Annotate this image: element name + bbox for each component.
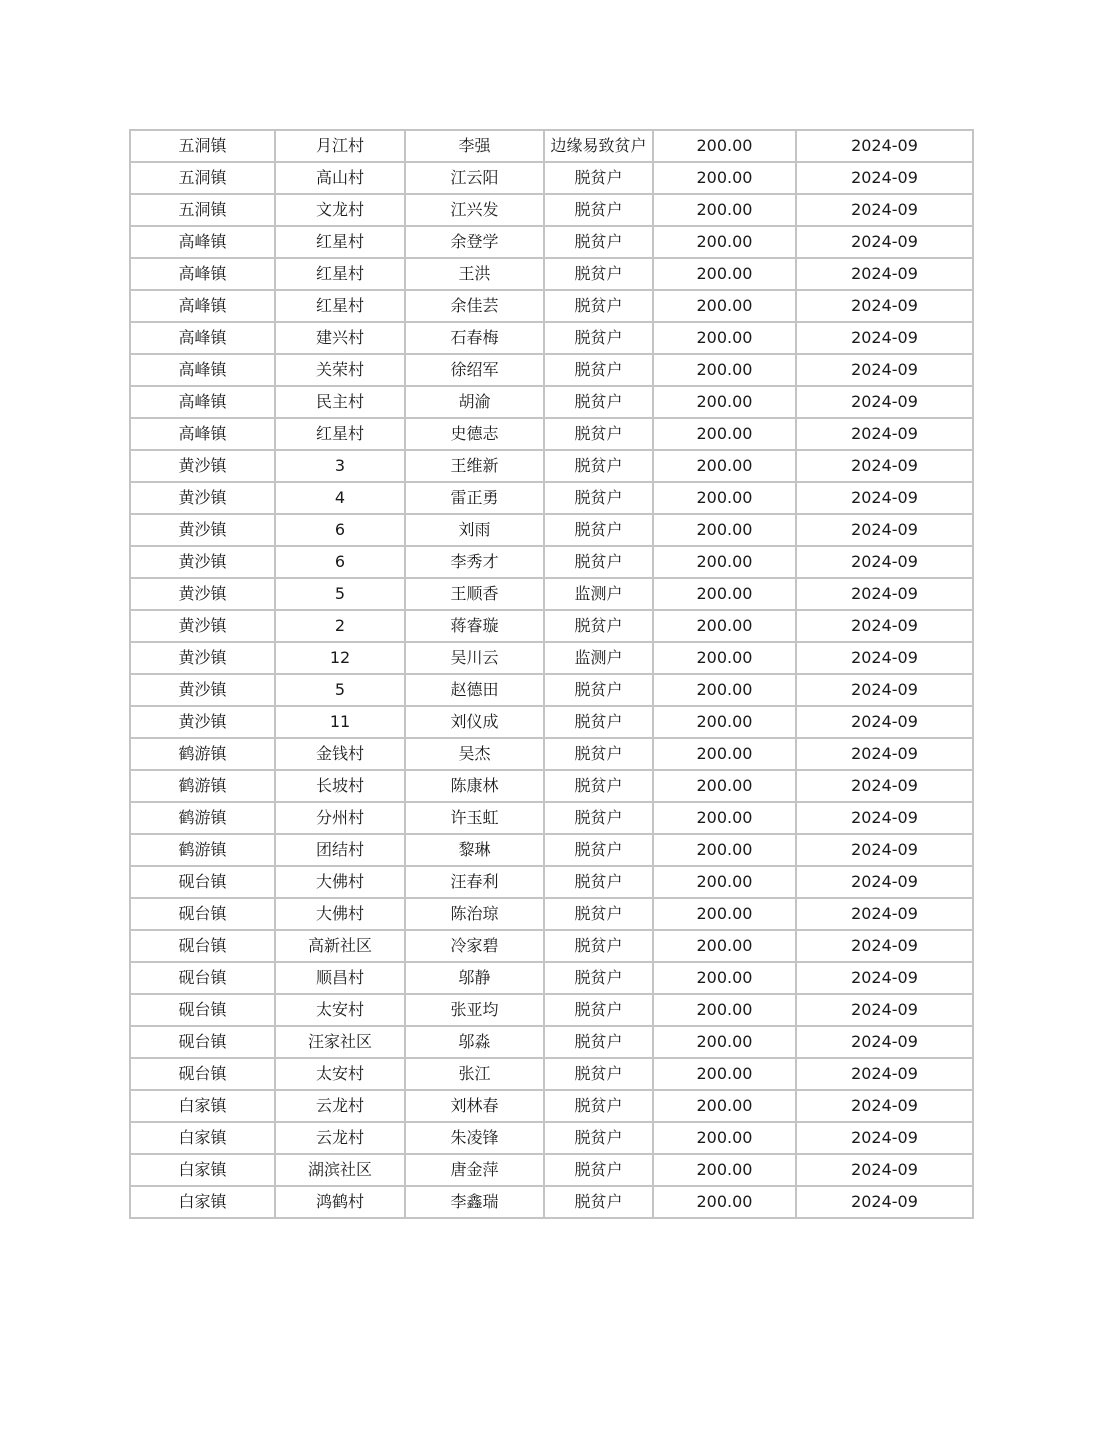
village-cell: 云龙村 — [275, 1090, 405, 1122]
table-row — [130, 866, 973, 898]
name-cell: 余登学 — [405, 226, 544, 258]
village-cell: 团结村 — [275, 834, 405, 866]
town-cell: 鹤游镇 — [130, 770, 275, 802]
month-cell: 2024-09 — [796, 578, 973, 610]
table-row — [130, 770, 973, 802]
category-cell: 脱贫户 — [544, 1090, 653, 1122]
category-cell: 脱贫户 — [544, 866, 653, 898]
month-cell: 2024-09 — [796, 418, 973, 450]
amount-cell: 200.00 — [653, 194, 796, 226]
table-row — [130, 1154, 973, 1186]
town-cell: 白家镇 — [130, 1122, 275, 1154]
category-cell: 脱贫户 — [544, 418, 653, 450]
table-row — [130, 962, 973, 994]
category-cell: 脱贫户 — [544, 802, 653, 834]
village-cell: 文龙村 — [275, 194, 405, 226]
town-cell: 白家镇 — [130, 1090, 275, 1122]
village-cell: 汪家社区 — [275, 1026, 405, 1058]
month-cell: 2024-09 — [796, 226, 973, 258]
village-cell: 高山村 — [275, 162, 405, 194]
month-cell: 2024-09 — [796, 930, 973, 962]
town-cell: 鹤游镇 — [130, 802, 275, 834]
amount-cell: 200.00 — [653, 802, 796, 834]
month-cell: 2024-09 — [796, 386, 973, 418]
table-row — [130, 994, 973, 1026]
town-cell: 砚台镇 — [130, 930, 275, 962]
name-cell: 邬淼 — [405, 1026, 544, 1058]
table-row — [130, 514, 973, 546]
table-row — [130, 610, 973, 642]
category-cell: 脱贫户 — [544, 610, 653, 642]
town-cell: 鹤游镇 — [130, 834, 275, 866]
category-cell: 脱贫户 — [544, 674, 653, 706]
month-cell: 2024-09 — [796, 834, 973, 866]
month-cell: 2024-09 — [796, 258, 973, 290]
amount-cell: 200.00 — [653, 1122, 796, 1154]
month-cell: 2024-09 — [796, 802, 973, 834]
table-row — [130, 674, 973, 706]
amount-cell: 200.00 — [653, 866, 796, 898]
category-cell: 脱贫户 — [544, 546, 653, 578]
month-cell: 2024-09 — [796, 738, 973, 770]
town-cell: 白家镇 — [130, 1154, 275, 1186]
table-row — [130, 738, 973, 770]
village-cell: 大佛村 — [275, 898, 405, 930]
category-cell: 监测户 — [544, 578, 653, 610]
village-cell: 鸿鹤村 — [275, 1186, 405, 1218]
table-row — [130, 1058, 973, 1090]
town-cell: 高峰镇 — [130, 258, 275, 290]
category-cell: 脱贫户 — [544, 1026, 653, 1058]
month-cell: 2024-09 — [796, 162, 973, 194]
village-cell: 4 — [275, 482, 405, 514]
amount-cell: 200.00 — [653, 258, 796, 290]
month-cell: 2024-09 — [796, 994, 973, 1026]
name-cell: 许玉虹 — [405, 802, 544, 834]
category-cell: 脱贫户 — [544, 290, 653, 322]
name-cell: 刘仪成 — [405, 706, 544, 738]
category-cell: 脱贫户 — [544, 834, 653, 866]
town-cell: 黄沙镇 — [130, 450, 275, 482]
amount-cell: 200.00 — [653, 994, 796, 1026]
name-cell: 赵德田 — [405, 674, 544, 706]
village-cell: 3 — [275, 450, 405, 482]
town-cell: 黄沙镇 — [130, 610, 275, 642]
town-cell: 高峰镇 — [130, 290, 275, 322]
amount-cell: 200.00 — [653, 706, 796, 738]
amount-cell: 200.00 — [653, 162, 796, 194]
village-cell: 11 — [275, 706, 405, 738]
name-cell: 张江 — [405, 1058, 544, 1090]
village-cell: 大佛村 — [275, 866, 405, 898]
table-row — [130, 930, 973, 962]
town-cell: 鹤游镇 — [130, 738, 275, 770]
table-row — [130, 386, 973, 418]
village-cell: 顺昌村 — [275, 962, 405, 994]
table-row — [130, 194, 973, 226]
table-row — [130, 162, 973, 194]
name-cell: 黎琳 — [405, 834, 544, 866]
town-cell: 砚台镇 — [130, 962, 275, 994]
village-cell: 建兴村 — [275, 322, 405, 354]
category-cell: 脱贫户 — [544, 162, 653, 194]
amount-cell: 200.00 — [653, 514, 796, 546]
town-cell: 五洞镇 — [130, 130, 275, 162]
table-row — [130, 290, 973, 322]
town-cell: 高峰镇 — [130, 386, 275, 418]
amount-cell: 200.00 — [653, 610, 796, 642]
category-cell: 脱贫户 — [544, 898, 653, 930]
amount-cell: 200.00 — [653, 322, 796, 354]
village-cell: 金钱村 — [275, 738, 405, 770]
month-cell: 2024-09 — [796, 514, 973, 546]
month-cell: 2024-09 — [796, 706, 973, 738]
category-cell: 脱贫户 — [544, 258, 653, 290]
amount-cell: 200.00 — [653, 738, 796, 770]
month-cell: 2024-09 — [796, 610, 973, 642]
name-cell: 刘雨 — [405, 514, 544, 546]
month-cell: 2024-09 — [796, 1154, 973, 1186]
amount-cell: 200.00 — [653, 898, 796, 930]
town-cell: 砚台镇 — [130, 1026, 275, 1058]
amount-cell: 200.00 — [653, 450, 796, 482]
amount-cell: 200.00 — [653, 674, 796, 706]
amount-cell: 200.00 — [653, 354, 796, 386]
village-cell: 太安村 — [275, 994, 405, 1026]
table-row — [130, 642, 973, 674]
name-cell: 唐金萍 — [405, 1154, 544, 1186]
month-cell: 2024-09 — [796, 290, 973, 322]
category-cell: 脱贫户 — [544, 1122, 653, 1154]
table-row — [130, 1026, 973, 1058]
category-cell: 脱贫户 — [544, 930, 653, 962]
month-cell: 2024-09 — [796, 354, 973, 386]
name-cell: 李强 — [405, 130, 544, 162]
table-row — [130, 1090, 973, 1122]
name-cell: 李秀才 — [405, 546, 544, 578]
month-cell: 2024-09 — [796, 546, 973, 578]
category-cell: 脱贫户 — [544, 194, 653, 226]
table-row — [130, 834, 973, 866]
month-cell: 2024-09 — [796, 322, 973, 354]
amount-cell: 200.00 — [653, 642, 796, 674]
category-cell: 脱贫户 — [544, 994, 653, 1026]
amount-cell: 200.00 — [653, 226, 796, 258]
month-cell: 2024-09 — [796, 770, 973, 802]
village-cell: 12 — [275, 642, 405, 674]
amount-cell: 200.00 — [653, 1058, 796, 1090]
month-cell: 2024-09 — [796, 898, 973, 930]
table-row — [130, 578, 973, 610]
month-cell: 2024-09 — [796, 1186, 973, 1218]
town-cell: 高峰镇 — [130, 226, 275, 258]
amount-cell: 200.00 — [653, 130, 796, 162]
amount-cell: 200.00 — [653, 290, 796, 322]
village-cell: 太安村 — [275, 1058, 405, 1090]
name-cell: 李鑫瑞 — [405, 1186, 544, 1218]
amount-cell: 200.00 — [653, 930, 796, 962]
table-row — [130, 226, 973, 258]
town-cell: 黄沙镇 — [130, 482, 275, 514]
village-cell: 关荣村 — [275, 354, 405, 386]
amount-cell: 200.00 — [653, 418, 796, 450]
name-cell: 胡渝 — [405, 386, 544, 418]
town-cell: 黄沙镇 — [130, 578, 275, 610]
subsidy-table — [129, 129, 974, 1219]
village-cell: 2 — [275, 610, 405, 642]
name-cell: 冷家碧 — [405, 930, 544, 962]
category-cell: 边缘易致贫户 — [544, 130, 653, 162]
category-cell: 监测户 — [544, 642, 653, 674]
name-cell: 江云阳 — [405, 162, 544, 194]
category-cell: 脱贫户 — [544, 770, 653, 802]
town-cell: 黄沙镇 — [130, 642, 275, 674]
table-row — [130, 482, 973, 514]
name-cell: 陈康林 — [405, 770, 544, 802]
table-row — [130, 418, 973, 450]
table-row — [130, 450, 973, 482]
village-cell: 湖滨社区 — [275, 1154, 405, 1186]
name-cell: 汪春利 — [405, 866, 544, 898]
amount-cell: 200.00 — [653, 386, 796, 418]
name-cell: 刘林春 — [405, 1090, 544, 1122]
category-cell: 脱贫户 — [544, 226, 653, 258]
table-row — [130, 1122, 973, 1154]
category-cell: 脱贫户 — [544, 706, 653, 738]
month-cell: 2024-09 — [796, 962, 973, 994]
name-cell: 王维新 — [405, 450, 544, 482]
name-cell: 吴杰 — [405, 738, 544, 770]
table-row — [130, 546, 973, 578]
name-cell: 王顺香 — [405, 578, 544, 610]
name-cell: 朱凌锋 — [405, 1122, 544, 1154]
amount-cell: 200.00 — [653, 1154, 796, 1186]
table-row — [130, 130, 973, 162]
village-cell: 6 — [275, 514, 405, 546]
category-cell: 脱贫户 — [544, 514, 653, 546]
category-cell: 脱贫户 — [544, 1154, 653, 1186]
category-cell: 脱贫户 — [544, 738, 653, 770]
month-cell: 2024-09 — [796, 866, 973, 898]
category-cell: 脱贫户 — [544, 386, 653, 418]
category-cell: 脱贫户 — [544, 322, 653, 354]
amount-cell: 200.00 — [653, 834, 796, 866]
table-row — [130, 802, 973, 834]
village-cell: 云龙村 — [275, 1122, 405, 1154]
month-cell: 2024-09 — [796, 482, 973, 514]
town-cell: 五洞镇 — [130, 162, 275, 194]
category-cell: 脱贫户 — [544, 354, 653, 386]
table-row — [130, 1186, 973, 1218]
village-cell: 红星村 — [275, 418, 405, 450]
town-cell: 黄沙镇 — [130, 674, 275, 706]
category-cell: 脱贫户 — [544, 1058, 653, 1090]
month-cell: 2024-09 — [796, 1026, 973, 1058]
table-row — [130, 258, 973, 290]
name-cell: 张亚均 — [405, 994, 544, 1026]
town-cell: 砚台镇 — [130, 866, 275, 898]
amount-cell: 200.00 — [653, 578, 796, 610]
name-cell: 吴川云 — [405, 642, 544, 674]
table-row — [130, 322, 973, 354]
amount-cell: 200.00 — [653, 770, 796, 802]
village-cell: 长坡村 — [275, 770, 405, 802]
category-cell: 脱贫户 — [544, 450, 653, 482]
village-cell: 6 — [275, 546, 405, 578]
table-body — [130, 130, 973, 1218]
name-cell: 石春梅 — [405, 322, 544, 354]
town-cell: 黄沙镇 — [130, 514, 275, 546]
town-cell: 黄沙镇 — [130, 546, 275, 578]
month-cell: 2024-09 — [796, 642, 973, 674]
village-cell: 月江村 — [275, 130, 405, 162]
table-row — [130, 354, 973, 386]
village-cell: 民主村 — [275, 386, 405, 418]
table-row — [130, 898, 973, 930]
town-cell: 白家镇 — [130, 1186, 275, 1218]
town-cell: 砚台镇 — [130, 898, 275, 930]
month-cell: 2024-09 — [796, 130, 973, 162]
town-cell: 高峰镇 — [130, 418, 275, 450]
town-cell: 高峰镇 — [130, 354, 275, 386]
amount-cell: 200.00 — [653, 962, 796, 994]
village-cell: 红星村 — [275, 258, 405, 290]
category-cell: 脱贫户 — [544, 962, 653, 994]
month-cell: 2024-09 — [796, 194, 973, 226]
category-cell: 脱贫户 — [544, 482, 653, 514]
village-cell: 分州村 — [275, 802, 405, 834]
amount-cell: 200.00 — [653, 482, 796, 514]
name-cell: 徐绍军 — [405, 354, 544, 386]
town-cell: 高峰镇 — [130, 322, 275, 354]
amount-cell: 200.00 — [653, 1026, 796, 1058]
town-cell: 五洞镇 — [130, 194, 275, 226]
name-cell: 王洪 — [405, 258, 544, 290]
village-cell: 5 — [275, 674, 405, 706]
village-cell: 高新社区 — [275, 930, 405, 962]
month-cell: 2024-09 — [796, 1122, 973, 1154]
category-cell: 脱贫户 — [544, 1186, 653, 1218]
amount-cell: 200.00 — [653, 1090, 796, 1122]
town-cell: 砚台镇 — [130, 994, 275, 1026]
name-cell: 史德志 — [405, 418, 544, 450]
village-cell: 红星村 — [275, 290, 405, 322]
name-cell: 邬静 — [405, 962, 544, 994]
name-cell: 江兴发 — [405, 194, 544, 226]
town-cell: 砚台镇 — [130, 1058, 275, 1090]
table-row — [130, 706, 973, 738]
month-cell: 2024-09 — [796, 450, 973, 482]
name-cell: 陈治琼 — [405, 898, 544, 930]
name-cell: 蒋睿璇 — [405, 610, 544, 642]
month-cell: 2024-09 — [796, 674, 973, 706]
village-cell: 红星村 — [275, 226, 405, 258]
village-cell: 5 — [275, 578, 405, 610]
name-cell: 余佳芸 — [405, 290, 544, 322]
town-cell: 黄沙镇 — [130, 706, 275, 738]
amount-cell: 200.00 — [653, 546, 796, 578]
name-cell: 雷正勇 — [405, 482, 544, 514]
amount-cell: 200.00 — [653, 1186, 796, 1218]
month-cell: 2024-09 — [796, 1090, 973, 1122]
month-cell: 2024-09 — [796, 1058, 973, 1090]
